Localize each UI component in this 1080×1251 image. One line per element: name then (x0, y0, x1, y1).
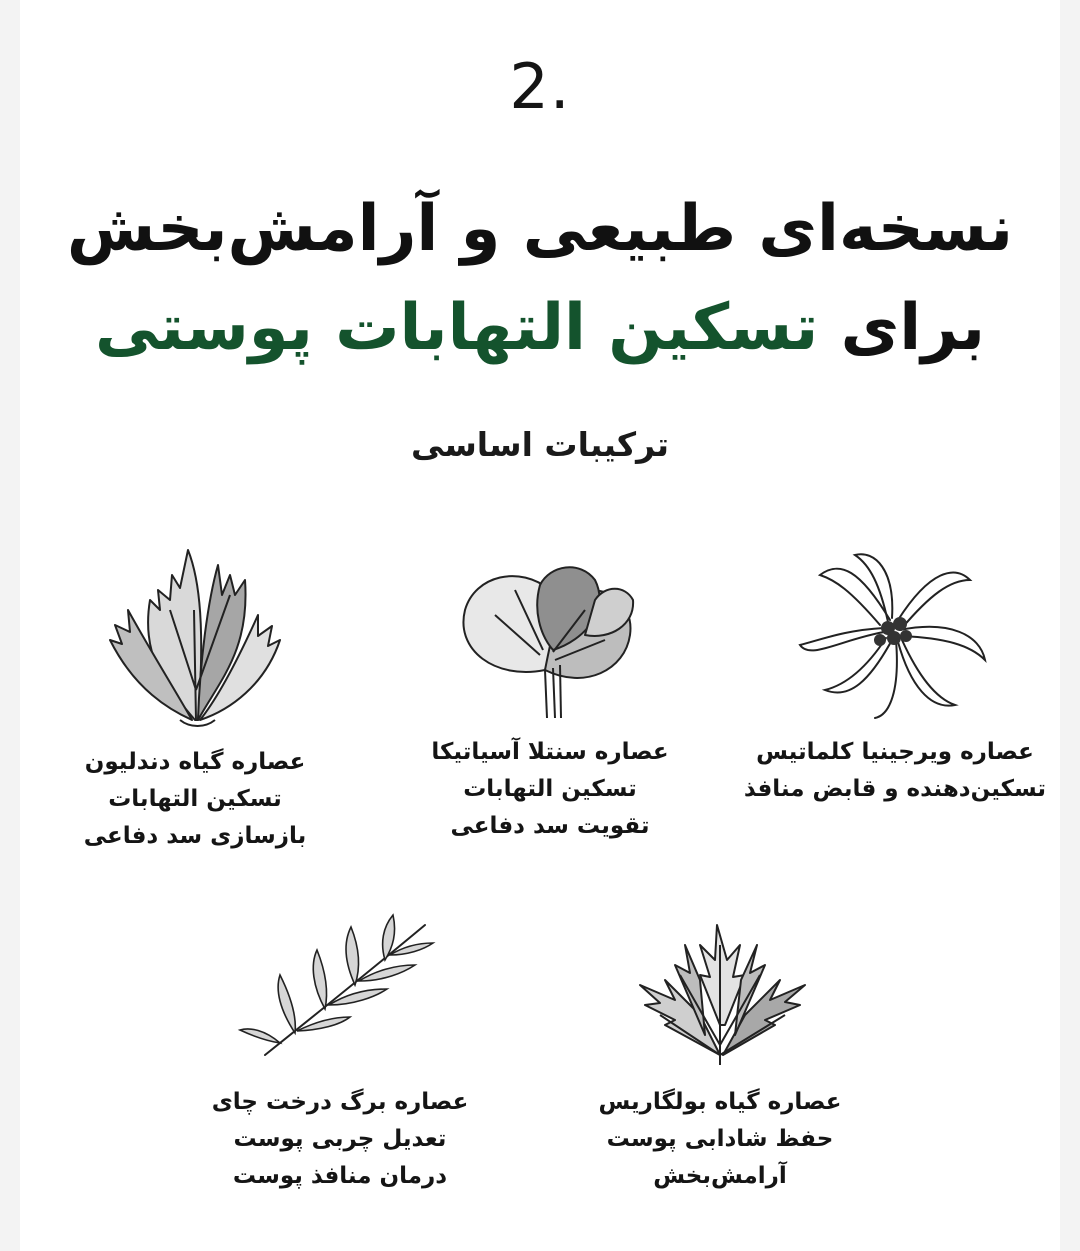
ingredient-name: عصاره ویرجینیا کلماتیس (756, 739, 1034, 765)
ingredient-benefit: آرامش‌بخش (653, 1163, 787, 1189)
witch-hazel-flower-icon (780, 540, 1010, 720)
ingredient-benefit: تسکین‌دهنده و قابض منافذ (743, 776, 1047, 802)
ingredient-name: عصاره سنتلا آسیاتیکا (431, 739, 669, 765)
section-subheading: ترکیبات اساسی (410, 425, 670, 464)
tea-tree-branch-icon (225, 905, 455, 1070)
ingredient-benefit: تسکین التهابات (463, 776, 637, 802)
headline-prefix: برای (818, 291, 986, 365)
dandelion-plant-icon (80, 540, 310, 730)
headline-line-2 (0, 291, 1080, 365)
ingredient-card (25, 540, 365, 855)
ingredient-benefit: تسکین التهابات (108, 786, 282, 812)
ingredient-benefit: تقویت سد دفاعی (450, 813, 650, 839)
ingredient-benefit: تعدیل چربی پوست (233, 1126, 447, 1152)
headline-line-1: نسخه‌ای طبیعی و آرامش‌بخش (66, 192, 1014, 266)
ingredient-name: عصاره گیاه دندلیون (84, 749, 306, 775)
ingredient-name: عصاره گیاه بولگاریس (598, 1089, 842, 1115)
ingredient-name: عصاره برگ درخت چای (211, 1089, 469, 1115)
ingredient-benefit: بازسازی سد دفاعی (83, 823, 307, 849)
left-margin (0, 0, 20, 1251)
ingredient-benefit: درمان منافذ پوست (232, 1163, 448, 1189)
centella-leaf-icon (435, 540, 665, 720)
headline-accent: تسکین التهابات پوستی (94, 291, 819, 365)
ingredient-card (380, 540, 720, 845)
ingredient-card (725, 540, 1065, 808)
mugwort-plant-icon (605, 905, 835, 1070)
step-number: 2. (509, 50, 571, 123)
ingredient-card (170, 905, 510, 1195)
ingredient-card (550, 905, 890, 1195)
ingredient-benefit: حفظ شادابی پوست (606, 1126, 834, 1152)
